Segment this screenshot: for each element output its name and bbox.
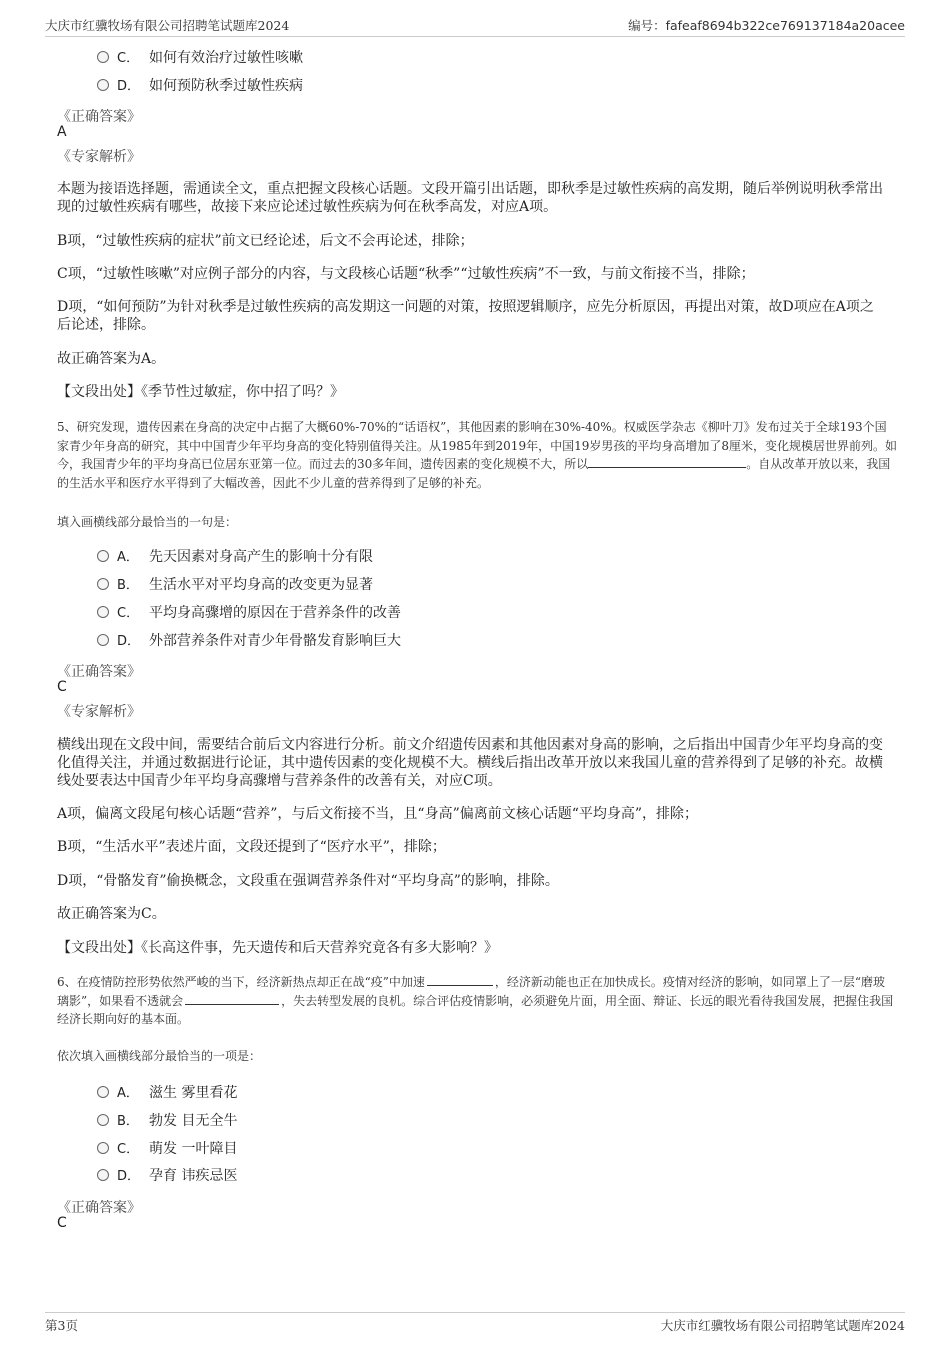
q4-answer-label: 《正确答案》 (57, 109, 141, 125)
q4-analysis-paragraph: B项，“过敏性疾病的症状”前文已经论述，后文不会再论述，排除； (57, 233, 474, 249)
q5-analysis-paragraph: A项，偏离文段尾句核心话题“营养”，与后文衔接不当，且“身高”偏离前文核心话题“平均身高”，排除； (57, 806, 699, 822)
page-number: 第3页 (45, 1318, 78, 1333)
page-footer (45, 1312, 905, 1335)
q5-answer: C (57, 679, 67, 695)
q6-option-b[interactable]: B． 勃发 目无全牛 (97, 1111, 237, 1131)
q5-answer-label: 《正确答案》 (57, 664, 141, 680)
fill-blank (588, 455, 746, 468)
q4-conclusion: 故正确答案为A。 (57, 351, 166, 367)
header-title: 大庆市红骥牧场有限公司招聘笔试题库2024 (45, 18, 290, 33)
page-header (45, 14, 905, 37)
q5-analysis-label: 《专家解析》 (57, 704, 141, 720)
q4-option-c[interactable]: C． 如何有效治疗过敏性咳嗽 (97, 48, 303, 68)
radio-icon[interactable] (97, 1142, 109, 1154)
q6-option-c[interactable]: C． 萌发 一叶障目 (97, 1139, 237, 1159)
q5-option-d[interactable]: D． 外部营养条件对青少年骨骼发育影响巨大 (97, 631, 401, 651)
q4-source: 【文段出处】《季节性过敏症，你中招了吗？》 (57, 384, 344, 400)
q6-option-a[interactable]: A． 滋生 雾里看花 (97, 1083, 237, 1103)
q5-analysis-paragraph: D项，“骨骼发育”偷换概念，文段重在强调营养条件对“平均身高”的影响，排除。 (57, 873, 559, 889)
q5-prompt: 填入画横线部分最恰当的一句是： (57, 515, 238, 529)
fill-blank (185, 992, 279, 1005)
q6-stem: 6、在疫情防控形势依然严峻的当下，经济新热点却正在战“疫”中加速 ，经济新动能也正在加快成长。疫情对经济的影响，如同罩上了一层“磨玻璃影”，如果看不透就会 ，失去转型发展的良机。综合评估疫情影响，必须避免片面，用全面、辩证、长远的眼光看待我国发展，把握住我国经济长期向好的基本面。 (57, 975, 894, 1026)
radio-icon[interactable] (97, 578, 109, 590)
radio-icon[interactable] (97, 79, 109, 91)
q4-analysis-paragraph: C项，“过敏性咳嗽”对应例子部分的内容，与文段核心话题“秋季”“过敏性疾病”不一致，与前文衔接不当，排除； (57, 266, 755, 282)
q5-conclusion: 故正确答案为C。 (57, 906, 166, 922)
q5-source: 【文段出处】《长高这件事，先天遗传和后天营养究竟各有多大影响？》 (57, 940, 498, 956)
q4-analysis-paragraph: 本题为接语选择题，需通读全文，重点把握文段核心话题。文段开篇引出话题，即秋季是过敏性疾病的高发期，随后举例说明秋季常出现的过敏性疾病有哪些，故接下来应论述过敏性疾病为何在秋季高发，对应A项。 (57, 181, 883, 215)
q5-stem: 5、研究发现，遗传因素在身高的决定中占据了大概60%-70%的“话语权”，其他因素的影响在30%-40%。权威医学杂志《柳叶刀》发布过关于全球193个国家青少年身高的研究，其中中国青少年平均身高的变化特别值得关注。从1985年到2019年，中国19岁男孩的平均身高增加了8厘米，变化规模居世界前列。如今，我国青少年的平均身高已位居东亚第一位。而过去的30多年间，遗传因素的变化规模不大，所以 。自从改革开放以来，我国的生活水平和医疗水平得到了大幅改善，因此不少儿童的营养得到了足够的补充。 (57, 420, 897, 490)
header-doc-id: 编号：fafeaf8694b322ce769137184a20acee (628, 18, 905, 33)
q4-option-d[interactable]: D． 如何预防秋季过敏性疾病 (97, 76, 303, 96)
q6-option-d[interactable]: D． 孕育 讳疾忌医 (97, 1166, 237, 1186)
fill-blank (427, 973, 493, 986)
q4-analysis-paragraph: D项，“如何预防”为针对秋季是过敏性疾病的高发期这一问题的对策，按照逻辑顺序，应先分析原因，再提出对策，故D项应在A项之后论述，排除。 (57, 299, 874, 333)
q6-answer: C (57, 1215, 67, 1231)
radio-icon[interactable] (97, 1169, 109, 1181)
radio-icon[interactable] (97, 550, 109, 562)
q5-analysis-paragraph: 横线出现在文段中间，需要结合前后文内容进行分析。前文介绍遗传因素和其他因素对身高的影响，之后指出中国青少年平均身高的变化值得关注，并通过数据进行论证，其中遗传因素的变化规模不大。横线后指出改革开放以来我国儿童的营养得到了足够的补充。故横线处要表达中国青少年平均身高骤增与营养条件的改善有关，对应C项。 (57, 737, 883, 789)
q4-answer: A (57, 124, 67, 140)
q4-analysis-label: 《专家解析》 (57, 149, 141, 165)
q6-prompt: 依次填入画横线部分最恰当的一项是： (57, 1049, 262, 1063)
radio-icon[interactable] (97, 1114, 109, 1126)
radio-icon[interactable] (97, 634, 109, 646)
q6-answer-label: 《正确答案》 (57, 1200, 141, 1216)
q5-option-b[interactable]: B． 生活水平对平均身高的改变更为显著 (97, 575, 373, 595)
radio-icon[interactable] (97, 1086, 109, 1098)
radio-icon[interactable] (97, 606, 109, 618)
footer-title: 大庆市红骥牧场有限公司招聘笔试题库2024 (660, 1318, 905, 1333)
q5-option-a[interactable]: A． 先天因素对身高产生的影响十分有限 (97, 547, 373, 567)
q5-analysis-paragraph: B项，“生活水平”表述片面，文段还提到了“医疗水平”，排除； (57, 839, 446, 855)
q5-option-c[interactable]: C． 平均身高骤增的原因在于营养条件的改善 (97, 603, 401, 623)
radio-icon[interactable] (97, 51, 109, 63)
